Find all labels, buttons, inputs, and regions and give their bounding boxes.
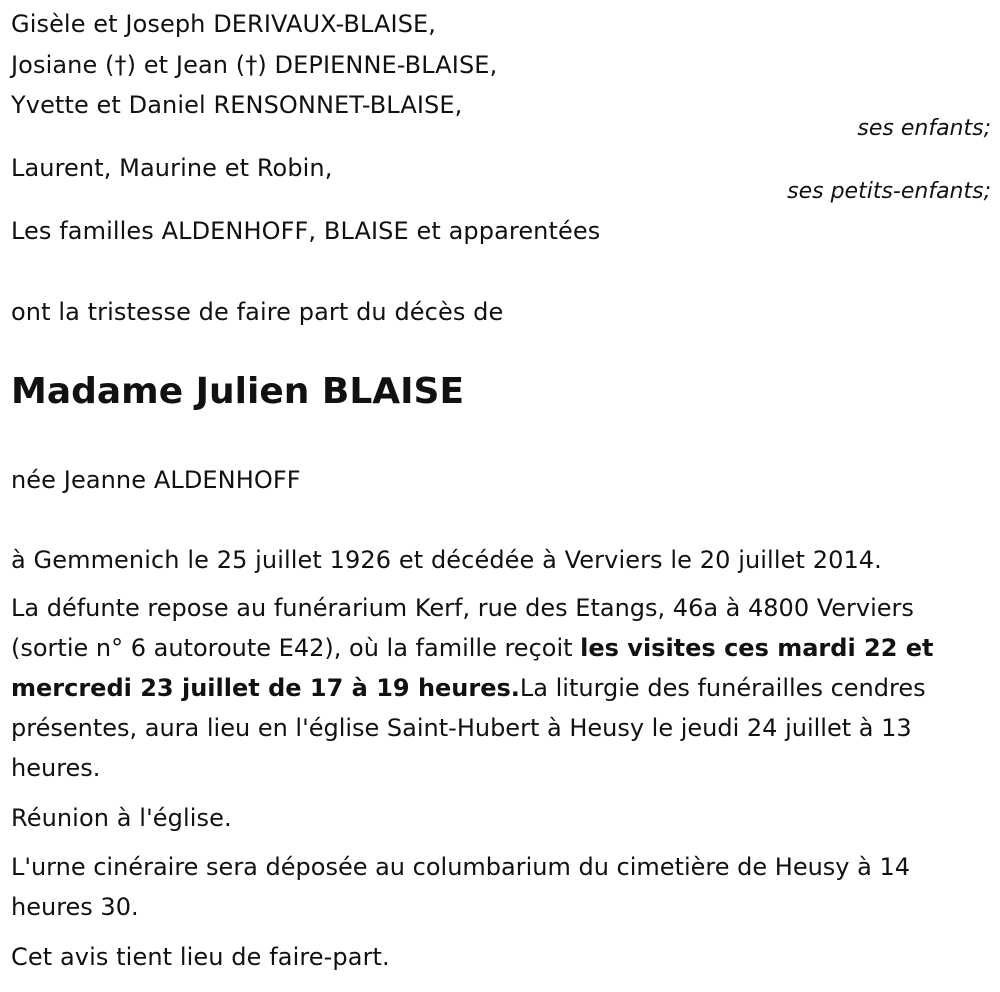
- meeting-text: Réunion à l'église.: [11, 804, 232, 832]
- deceased-name: Madame Julien BLAISE: [11, 371, 465, 412]
- birth-death-dates: à Gemmenich le 25 juillet 1926 et décédée à Verviers le 20 juillet 2014.: [11, 546, 882, 574]
- closing-text: Cet avis tient lieu de faire-part.: [11, 943, 390, 971]
- announcement-text: ont la tristesse de faire part du décès de: [11, 298, 504, 326]
- maiden-name: née Jeanne ALDENHOFF: [11, 466, 301, 494]
- grandchildren-role: ses petits-enfants;: [787, 179, 991, 204]
- funeral-details: [11, 588, 986, 788]
- families-line: Les familles ALDENHOFF, BLAISE et apparentées: [11, 217, 601, 245]
- family-line-rensonnet: Yvette et Daniel RENSONNET-BLAISE,: [11, 91, 463, 119]
- urn-text: L'urne cinéraire sera déposée au columbarium du cimetière de Heusy à 14 heures 30.: [11, 853, 911, 921]
- family-line-depienne: Josiane (†) et Jean (†) DEPIENNE-BLAISE,: [11, 51, 498, 79]
- liturgy-text: La liturgie des funérailles cendres présentes, aura lieu en l'église Saint-Hubert à Heusy le jeudi 24 juillet à 13 heures.: [11, 674, 926, 782]
- children-role: ses enfants;: [857, 116, 991, 141]
- grandchildren-line: Laurent, Maurine et Robin,: [11, 154, 333, 182]
- repose-text: La défunte repose au funérarium Kerf, rue des Etangs, 46a à 4800 Verviers (sortie n° 6 autoroute E42), où la famille reçoit: [11, 594, 914, 662]
- visits-text: les visites ces mardi 22 et mercredi 23 juillet de 17 à 19 heures.: [11, 634, 934, 702]
- family-line-derivaux: Gisèle et Joseph DERIVAUX-BLAISE,: [11, 10, 437, 38]
